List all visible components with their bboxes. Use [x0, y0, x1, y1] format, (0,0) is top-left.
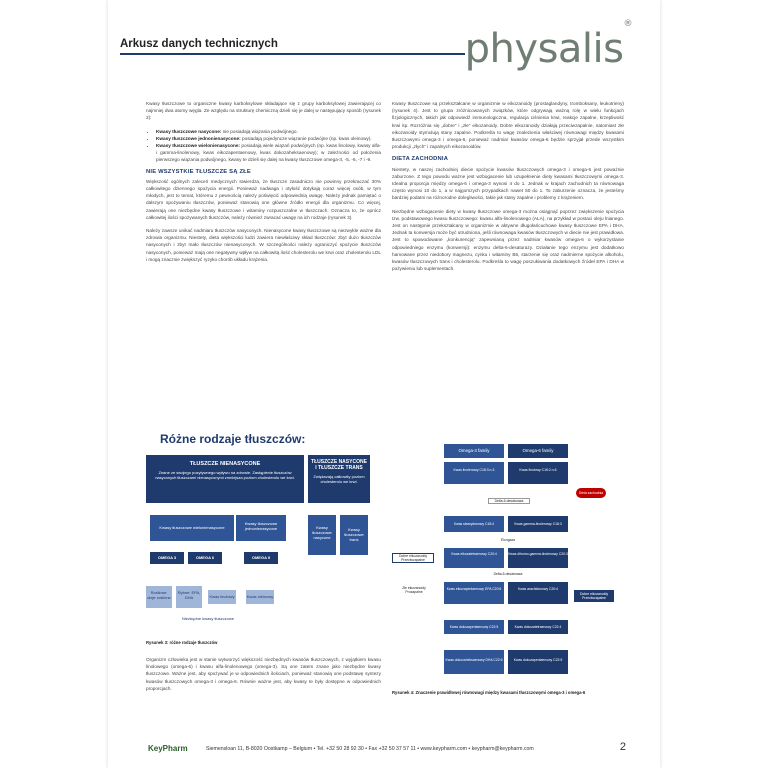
essential-label: Niezbędne kwasy tłuszczowe: [181, 616, 235, 621]
page-number: 2: [619, 741, 626, 753]
epa-box: Kwas eikozapentaenowy EPA C20:5: [444, 582, 504, 604]
paragraph: Większość ogólnych zaleceń medycznych stwierdza, że tłuszcze zasadniczo nie powinny przekraczać 30% całkowitego dziennego spożycia energii. Ponieważ nadwaga i otyłość dotykają coraz więcej osób, w tym młodych, jest to temat, któremu z pewnością należy poświęcić odpowiednią uwagę. Należy jednak pamiętać o dalszym spożywaniu tłuszczów, ponieważ stanowią one główne źródło energii dla organizmu. Co więcej, zawierają one niezbędne kwasy tłuszczowe i witaminy rozpuszczalne w tłuszczach. Oznacza to, że oprócz całkowitej ilości spożywanych tłuszczów, należy również zwracać uwagę na ich rodzaje (rysunek 3).: [146, 178, 381, 220]
footer-address: Siemensloan 11, B-8020 Oostkamp – Belgium • Tel. +32 50 28 92 30 • Fax +32 50 37 57 11 • www.keypharm.com • keypharm@keypharm.com: [206, 746, 534, 752]
c22-5n6-box: Kwas dokozapentaenowy C22:5: [508, 650, 568, 674]
figure3-title: Różne rodzaje tłuszczów:: [160, 432, 306, 446]
omega9-box: OMEGA 9: [244, 552, 278, 564]
figure3-caption: Rysunek 3: różne rodzaje tłuszczów: [146, 640, 218, 645]
dha-box: Kwas dokozaheksaenowy DHA C22:6: [444, 650, 504, 674]
omega6-family-header: Omega-6 family: [508, 444, 568, 458]
paragraph: Należy zawsze unikać nadmiaru tłuszczów nasyconych. Nienasycone kwasy tłuszczowe są niezwykle ważne dla zdrowia organizmu. Niestety, dieta większości ludzi zawiera niewłaściwy skład tłuszczów: zbyt dużo tłuszczów nasyconych i zbyt mało tłuszczów nienasyconych. W szczególności należy ograniczyć spożycie tłuszczów nasyconych, ponieważ mają one negatywny wpływ na całkowitą ilość cholesterolu we krwi oraz cholesterolu LDL i mogą znacznie zwiększyć ryzyko chorób układu krążenia.: [146, 228, 381, 262]
trans-box: Kwasy tłuszczowe trans: [340, 515, 368, 555]
unsaturated-box: TŁUSZCZE NIENASYCONE Znane ze swojego pozytywnego wpływu na zdrowie. Zastąpienie tłuszczów nasyconych tłuszczami nienasyconymi zmniejsza poziom cholesterolu we krwi.: [146, 455, 304, 503]
ala-box: Kwas linolenowy C18:3 n-3: [444, 462, 504, 484]
western-diet-badge: Dieta zachodnia: [576, 488, 606, 498]
source-box: Rybne: EPA, DHA: [176, 586, 202, 608]
list-item: • Kwasy tłuszczowe jednonienasycone: posiadają pojedyncze wiązanie podwójne (np. kwas oleinowy).: [156, 135, 381, 142]
poly-box: Kwasy tłuszczowe wielonienasycone: [150, 515, 234, 541]
source-box: Kwas oleinowy: [246, 590, 274, 604]
c18-4-box: Kwas stearydonowy C18:4: [444, 516, 504, 532]
mono-box: Kwasy tłuszczowe jednonienasycone: [236, 515, 286, 541]
enzyme-label: Elongaza: [500, 538, 516, 542]
section-heading: NIE WSZYSTKIE TŁUSZCZE SĄ ZŁE: [146, 168, 251, 175]
source-box: Roślinne: oleje roślinne: [146, 586, 172, 608]
physalis-logo: physalis®: [464, 18, 632, 72]
paragraph: Niestety, w naszej zachodniej diecie spożycie kwasów tłuszczowych omega-3 i omega-6 jest poważnie zaburzone. Z tego powodu ważne jest wzbogacenie lub uzupełnienie diety kwasami tłuszczowymi omega-3. Idealna proporcja między omega-6 i omega-3 wynosi 4 do 1. Jednak w krajach zachodnich ta równowaga często wynosi 10 do 1, a w najgorszych przypadkach nawet 50 do 1. To zaburzenie oznacza, że jesteśmy bardziej podatni na różnorodne dolegliwości, takie jak stany zapalne i problemy z krążeniem.: [392, 166, 624, 201]
paragraph: Niezbędne wzbogacenie diety w kwasy tłuszczowe omega-3 można osiągnąć poprzez zwiększenie spożycia tzw. podstawowego kwasu tłuszczowego: kwasu alfa-linolenowego (ALA), na przykład w postaci oleju lnianego. Jest on następnie przekształcany w organizmie w aktywne długołańcuchowe kwasy tłuszczowe EPA i DHA. Jednak ta konwersja może być utrudniona, jeśli równowaga kwasów tłuszczowych w diecie nie jest prawidłowa. Jest to spowodowane „konkurencją” zapewnianą przez nadmiar kwasów omega-6 o wykorzystanie odpowiedniego enzymu (konwersji): enzymu delta-6-desaturazy. Działanie tego enzymu jest dodatkowo hamowane przez niedobory magnezu, cynku i witaminy B6, starzenie się oraz nadmierne spożycie alkoholu, kwasów tłuszczowych trans i cholesterolu. Podkreśla to wagę poszukiwania dodatkowych źródeł EPA i DHA w pożywieniu lub suplementach.: [392, 208, 624, 272]
source-box: Kwas linolowy: [208, 590, 236, 604]
list-item: • Kwasy tłuszczowe wielonienasycone: posiadają wiele wiązań podwójnych (np. kwas linolowy, kwasy alfa- i gamma-linolenowy, kwas eikozapentaenowy, kwas dokozaheksaenowy); w zależności od położenia pierwszego wiązania podwójnego, kwasy te dzieli się dalej na kwasy tłuszczowe omega-3, -5, -6, -7 i -9.: [156, 142, 381, 164]
omega3-box: OMEGA 3: [150, 552, 184, 564]
enzyme-label: Delta-6-desaturaza: [488, 498, 530, 504]
right-column: [392, 100, 624, 278]
list-item: • Kwasy tłuszczowe nasycone: nie posiadają wiązania podwójnego.: [156, 128, 381, 135]
page-title: Arkusz danych technicznych: [120, 38, 278, 50]
dgla-box: Kwas dihomo-gamma-linolenowy C20:3: [508, 548, 568, 568]
paragraph: Organizm człowieka jest w stanie wytworzyć większość niezbędnych kwasów tłuszczowych, z wyjątkiem kwasu linolowego (omega-6) i kwasu alfa-linolenowego (omega-3). Są one zatem znane jako niezbędne kwasy tłuszczowe. Ważne jest, aby spożywać je w odpowiednich ilościach, ponieważ stanowią one podstawę syntezy kwasów tłuszczowych omega-3 i omega-6. Równie ważne jest, aby kwasy te były dostępne w odpowiednich proporcjach.: [146, 657, 381, 691]
keypharm-logo: KeyPharm: [148, 744, 188, 753]
paragraph: Kwasy tłuszczowe są przekształcane w organizmie w eikozanoidy (prostaglandyny, tromboksany, leukotrieny) (rysunek 4). Jest to grupa zróżnicowanych związków, które odgrywają ważną rolę w wielu funkcjach fizjologicznych, takich jak odpowiedź immunologiczna, regulacja ciśnienia krwi, reakcje zapalne, krzepliwość krwi itp. Rozróżnia się „dobre” i „złe” eikozanoidy. Dobre eikozanoidy działają przeciwzapalnie, natomiast złe eikozanoidy stymulują stany zapalne. Podkreśla to wagę znalezienia właściwej równowagi między kwasami tłuszczowymi omega-3 i omega-6, ponieważ nadmiar kwasów omega-6 będzie sprzyjał przede wszystkim produkcji „złych” i zapalnych eikozanoidów.: [392, 101, 624, 150]
header-rule: [120, 53, 465, 55]
section-heading: DIETA ZACHODNIA: [392, 156, 449, 163]
good-eicosanoids-left: Dobre eikozanoidy Przeciwzapalne: [392, 553, 434, 563]
omega3-family-header: Omega-3 family: [444, 444, 504, 458]
good-eicosanoids-right: Dobre eikozanoidy Przeciwzapalne: [574, 590, 614, 602]
figure4-caption: Rysunek 4: Znaczenie prawidłowej równowagi między kwasami tłuszczowymi omega-3 i omega-6: [392, 690, 586, 695]
saturated-box: TŁUSZCZE NASYCONE I TŁUSZCZE TRANS Zwiększają całkowity poziom cholesterolu we krwi.: [308, 455, 370, 503]
aa-box: Kwas arachidonowy C20:4: [508, 582, 568, 604]
saturated-sub-box: Kwasy tłuszczowe nasycone: [308, 515, 336, 555]
c22-5-box: Kwas dokozapentaenowy C22:5: [444, 620, 504, 634]
fatty-acid-list: [146, 128, 381, 164]
intro-paragraph: Kwasy tłuszczowe to organiczne kwasy karboksylowe składające się z grupy karboksylowej zawierającej co najmniej dwa atomy węgla. Ze względu na strukturę chemiczną dzieli się je dalej w następujący sposób (rysunek 2):: [146, 101, 381, 121]
bad-eicosanoids-left: Złe eikozanoidy Prozapalne: [402, 586, 426, 594]
la-box: Kwas linolowy C18:2 n-6: [508, 462, 568, 484]
enzyme-label: Delta-5-desaturaza: [493, 572, 523, 576]
c20-4-box: Kwas eikozatetraenowy C20:4: [444, 548, 504, 568]
document-page: [108, 0, 660, 768]
left-column: [146, 100, 381, 269]
c22-4-box: Kwas dokozatetraenowy C22:4: [508, 620, 568, 634]
omega6-box: OMEGA 6: [188, 552, 222, 564]
gla-box: Kwas gamma-linolenowy C18:3: [508, 516, 568, 532]
footer: [108, 740, 660, 760]
